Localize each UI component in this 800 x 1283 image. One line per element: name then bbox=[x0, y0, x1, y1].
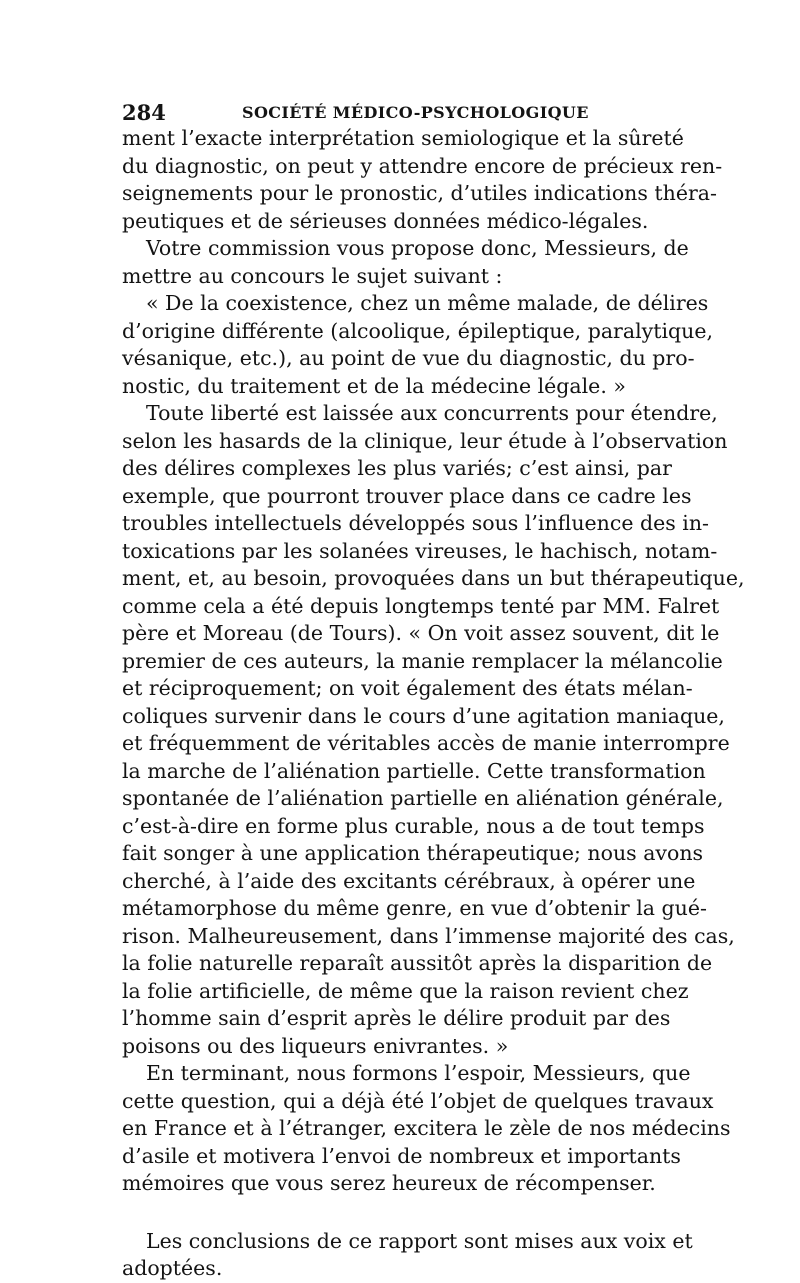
text-line: c’est-à-dire en forme plus curable, nous a de tout temps bbox=[122, 813, 705, 838]
paragraph bbox=[122, 290, 713, 400]
page-header bbox=[122, 100, 670, 124]
text-line: d’asile et motivera l’envoi de nombreux et importants bbox=[122, 1143, 681, 1168]
text-line: cherché, à l’aide des excitants cérébraux, à opérer une bbox=[122, 868, 696, 893]
text-line: Les conclusions de ce rapport sont mises aux voix et bbox=[146, 1228, 693, 1253]
text-line: en France et à l’étranger, excitera le zèle de nos médecins bbox=[122, 1116, 731, 1140]
paragraph bbox=[122, 125, 723, 235]
text-line: toxications par les solanées vireuses, le hachisch, notam- bbox=[122, 538, 718, 563]
text-line: Votre commission vous propose donc, Messieurs, de bbox=[146, 236, 689, 260]
body-text bbox=[122, 125, 745, 1283]
text-line: d’origine différente (alcoolique, épileptique, paralytique, bbox=[122, 318, 713, 343]
text-line: En terminant, nous formons l’espoir, Messieurs, que bbox=[146, 1061, 691, 1085]
text-line: et réciproquement; on voit également des états mélan- bbox=[122, 676, 693, 700]
text-line: ment l’exacte interprétation semiologique et la sûreté bbox=[122, 126, 684, 150]
text-line: cette question, qui a déjà été l’objet de quelques travaux bbox=[122, 1088, 714, 1113]
text-line: fait songer à une application thérapeutique; nous avons bbox=[122, 841, 704, 865]
text-line: comme cela a été depuis longtemps tenté par MM. Falret bbox=[122, 593, 720, 618]
text-line: peutiques et de sérieuses données médico-légales. bbox=[122, 208, 649, 233]
text-line: troubles intellectuels développés sous l’influence des in- bbox=[122, 511, 709, 535]
text-line: coliques survenir dans le cours d’une agitation maniaque, bbox=[122, 703, 725, 728]
text-line: métamorphose du même genre, en vue d’obtenir la gué- bbox=[122, 896, 707, 920]
paragraph-gap bbox=[122, 1198, 670, 1228]
text-line: du diagnostic, on peut y attendre encore de précieux ren- bbox=[122, 153, 723, 178]
text-line: seignements pour le pronostic, d’utiles indications théra- bbox=[122, 181, 717, 205]
text-line: mémoires que vous serez heureux de récompenser. bbox=[122, 1171, 656, 1195]
text-line: spontanée de l’aliénation partielle en aliénation générale, bbox=[122, 786, 724, 810]
text-line: la marche de l’aliénation partielle. Cette transformation bbox=[122, 758, 706, 783]
page-number: 284 bbox=[122, 100, 166, 125]
text-line: père et Moreau (de Tours). « On voit assez souvent, dit le bbox=[122, 621, 720, 645]
running-head: SOCIÉTÉ MÉDICO-PSYCHOLOGIQUE bbox=[242, 103, 589, 122]
text-line: vésanique, etc.), au point de vue du diagnostic, du pro- bbox=[122, 346, 695, 370]
text-line: des délires complexes les plus variés; c’est ainsi, par bbox=[122, 456, 672, 480]
text-line: nostic, du traitement et de la médecine légale. » bbox=[122, 373, 626, 398]
text-line: adoptées. bbox=[122, 1256, 223, 1280]
paragraph bbox=[122, 235, 689, 290]
text-line: ment, et, au besoin, provoquées dans un but thérapeutique, bbox=[122, 566, 745, 590]
text-line: la folie naturelle reparaît aussitôt après la disparition de bbox=[122, 951, 713, 975]
text-line: exemple, que pourront trouver place dans ce cadre les bbox=[122, 483, 692, 508]
text-line: l’homme sain d’esprit après le délire produit par des bbox=[122, 1006, 671, 1030]
text-line: et fréquemment de véritables accès de manie interrompre bbox=[122, 731, 730, 755]
paragraph bbox=[122, 1060, 731, 1198]
paragraph bbox=[122, 1228, 693, 1283]
paragraph bbox=[122, 400, 745, 1060]
text-line: rison. Malheureusement, dans l’immense majorité des cas, bbox=[122, 923, 735, 948]
text-line: « De la coexistence, chez un même malade, de délires bbox=[146, 291, 709, 315]
text-line: poisons ou des liqueurs enivrantes. » bbox=[122, 1033, 509, 1058]
text-line: la folie artificielle, de même que la raison revient chez bbox=[122, 978, 689, 1003]
text-line: Toute liberté est laissée aux concurrents pour étendre, bbox=[146, 401, 718, 425]
text-line: premier de ces auteurs, la manie remplacer la mélancolie bbox=[122, 648, 723, 673]
text-line: selon les hasards de la clinique, leur étude à l’observation bbox=[122, 428, 728, 453]
text-line: mettre au concours le sujet suivant : bbox=[122, 263, 503, 288]
